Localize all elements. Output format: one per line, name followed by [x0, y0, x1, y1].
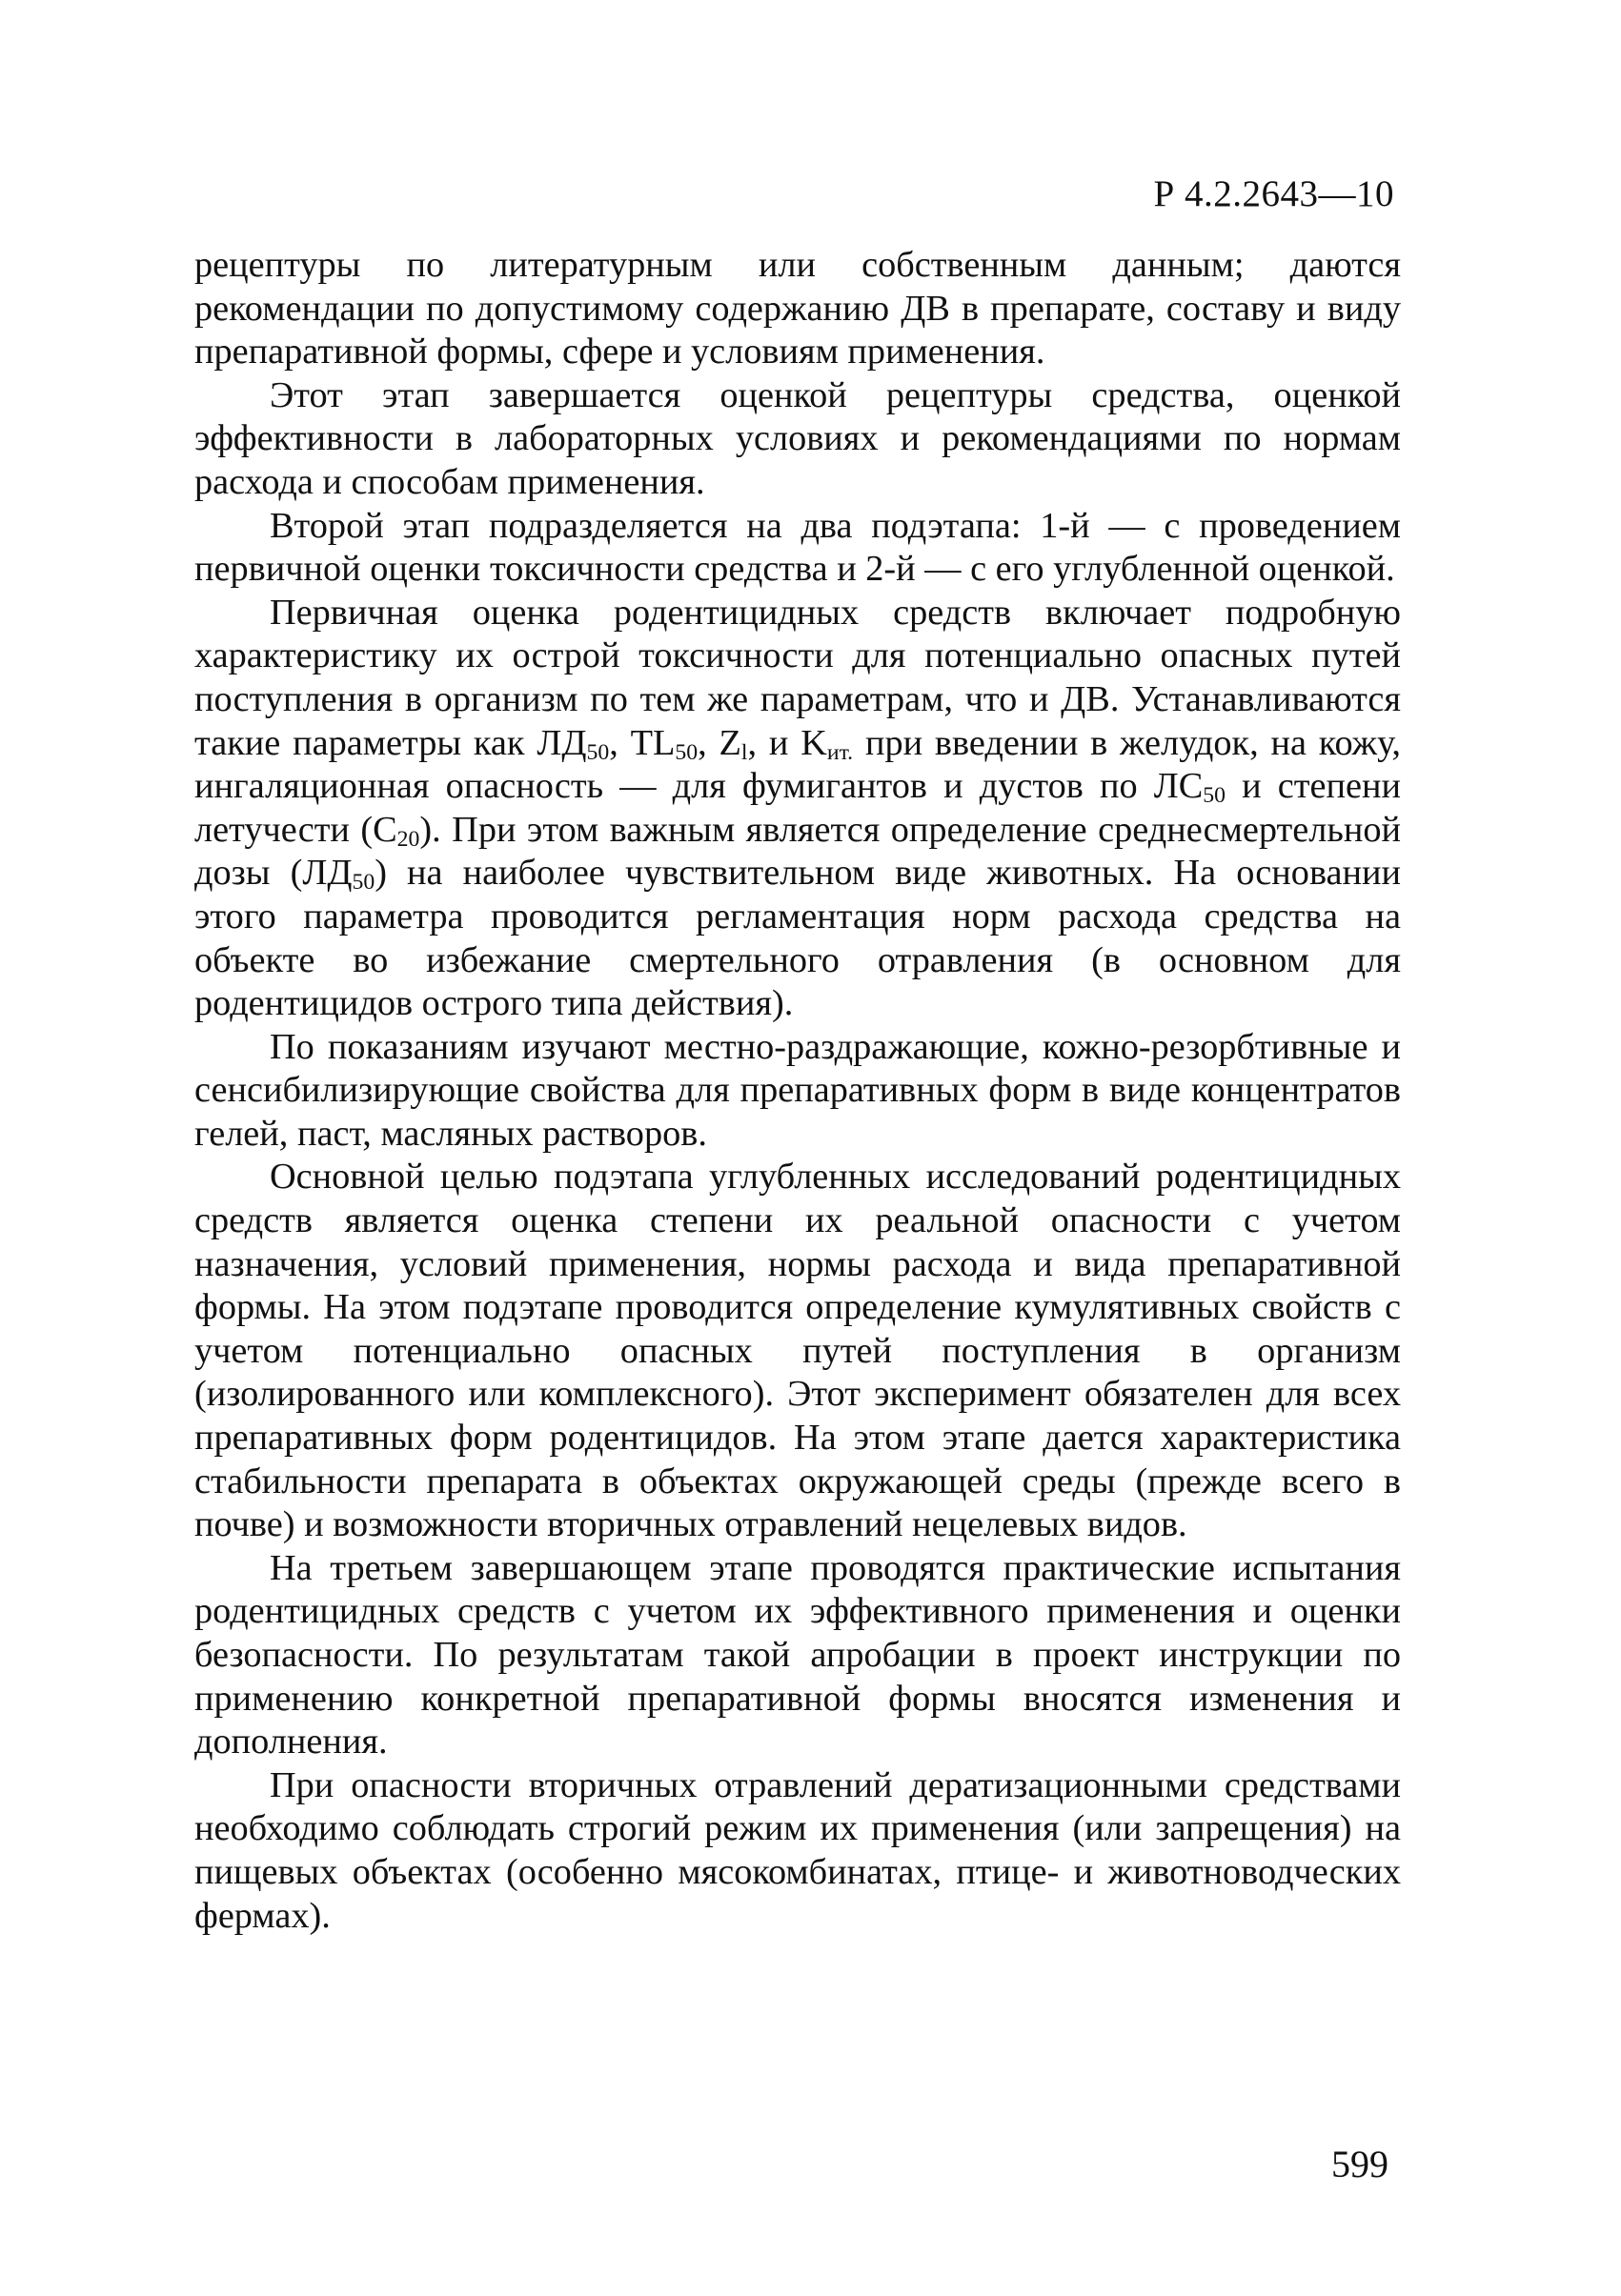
subscript: 50	[352, 870, 375, 896]
text-segment: и степени летучести (С	[194, 766, 1402, 850]
text-segment: Первичная оценка родентицидных средств включает подробную характеристику их острой токсичности для потенциально опасных путей поступления в организм по тем же параметрам, что и ДВ. Устанавливаются такие параметры как ЛД	[194, 592, 1401, 763]
subscript: 50	[586, 739, 610, 765]
paragraph-third-stage: На третьем завершающем этапе проводятся практические испытания родентицидных средств с учетом их эффективного применения и оценки безопасности. По результатам такой апробации в проект инструкции по применению конкретной препаративной формы вносятся изменения и дополнения.	[194, 1547, 1401, 1762]
subscript: 50	[1203, 783, 1226, 809]
text-segment: ) на наиболее чувствительном виде животных. На основании этого параметра проводится регламентация норм расхода средства на объекте во избежание смертельного отравления (в основном для родентицидов острого типа действия).	[194, 853, 1402, 1024]
paragraph-secondary-poisoning: При опасности вторичных отравлений дератизационными средствами необходимо соблюдать строгий режим их применения (или запрещения) на пищевых объектах (особенно мясокомбинатах, птице- и животноводческих фермах).	[194, 1764, 1401, 1936]
text-segment: , Z	[698, 722, 741, 763]
paragraph-continuation: рецептуры по литературным или собственным данным; даются рекомендации по допустимому содержанию ДВ в препарате, составу и виду препаративной формы, сфере и условиям применения.	[194, 245, 1401, 373]
paragraph-first-stage-summary: Этот этап завершается оценкой рецептуры средства, оценкой эффективности в лабораторных условиях и рекомендациями по нормам расхода и способам применения.	[194, 374, 1401, 502]
paragraph-in-depth-studies: Основной целью подэтапа углубленных исследований родентицидных средств является оценка степени их реальной опасности с учетом назначения, условий применения, нормы расхода и вида препаративной формы. На этом подэтапе проводится определение кумулятивных свойств с учетом потенциально опасных путей поступления в организм (изолированного или комплексного). Этот эксперимент обязателен для всех препаративных форм родентицидов. На этом этапе дается характеристика стабильности препарата в объектах окружающей среды (прежде всего в почве) и возможности вторичных отравлений нецелевых видов.	[194, 1157, 1401, 1545]
document-code-header: Р 4.2.2643—10	[1153, 173, 1394, 214]
subscript: 20	[396, 826, 420, 852]
paragraph-primary-assessment	[194, 592, 1401, 1026]
paragraph-indications: По показаниям изучают местно-раздражающие, кожно-резорбтивные и сенсибилизирующие свойства для препаративных форм в виде концентратов гелей, паст, масляных растворов.	[194, 1026, 1401, 1154]
text-segment: ). При этом важным является определение среднесмертельной дозы (ЛД	[194, 809, 1401, 894]
paragraph-second-stage: Второй этап подразделяется на два подэтапа: 1-й — с проведением первичной оценки токсичности средства и 2-й — с его углубленной оценкой.	[194, 505, 1401, 590]
subscript: l	[740, 739, 748, 765]
text-segment: , TL	[609, 722, 676, 763]
text-segment: при введении в желудок, на кожу, ингаляционная опасность — для фумигантов и дустов по ЛС	[194, 722, 1401, 807]
page-number: 599	[1331, 2143, 1388, 2185]
text-segment: , и K	[747, 722, 827, 763]
subscript: 50	[675, 739, 699, 765]
subscript: ит.	[826, 739, 854, 765]
page-body	[194, 244, 1401, 1938]
